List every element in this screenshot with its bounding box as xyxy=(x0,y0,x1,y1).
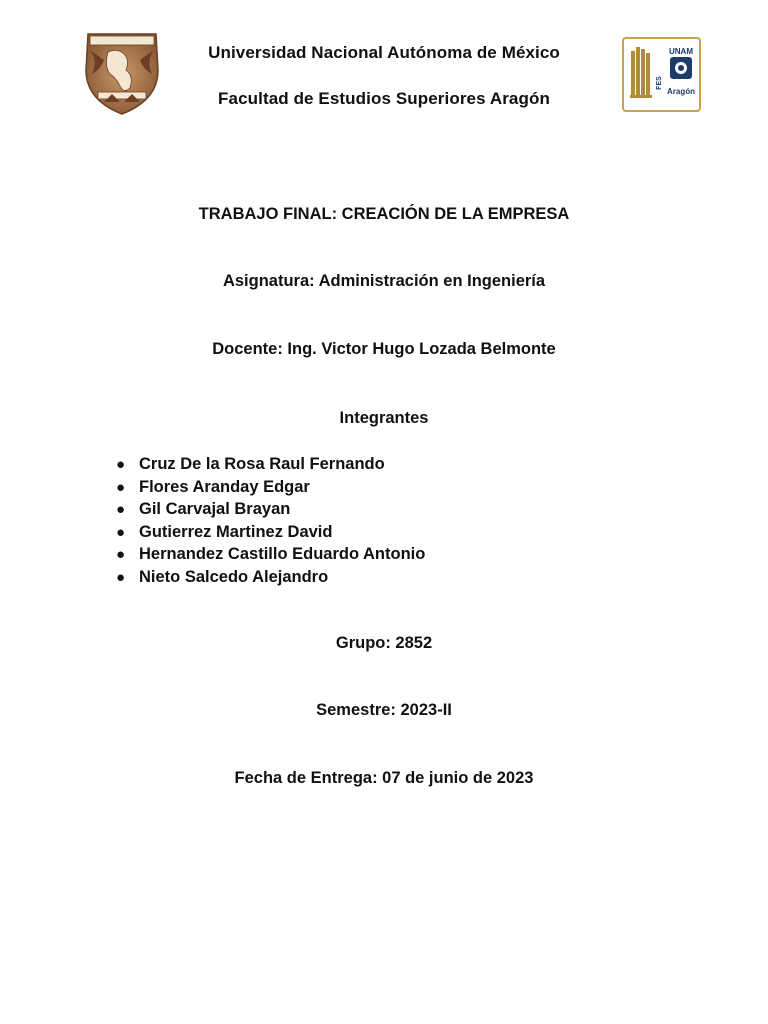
document-title: TRABAJO FINAL: CREACIÓN DE LA EMPRESA xyxy=(198,205,570,223)
bullet-icon: ● xyxy=(116,501,126,518)
member-name: Gil Carvajal Brayan xyxy=(139,500,291,518)
teacher-line: Docente: Ing. Victor Hugo Lozada Belmonte xyxy=(212,340,556,358)
member-name: Cruz De la Rosa Raul Fernando xyxy=(139,455,385,473)
member-name: Hernandez Castillo Eduardo Antonio xyxy=(139,545,426,563)
faculty-name: Facultad de Estudios Superiores Aragón xyxy=(218,89,550,108)
bullet-icon: ● xyxy=(116,546,126,563)
logo-right-text-unam: UNAM xyxy=(669,47,693,56)
semester-line: Semestre: 2023-II xyxy=(316,701,452,719)
logo-right-text-aragon: Aragón xyxy=(667,87,695,96)
list-item xyxy=(116,498,425,521)
list-item xyxy=(116,521,425,544)
members-list xyxy=(116,453,425,588)
bullet-icon: ● xyxy=(116,478,126,496)
logo-right-text-fes: FES xyxy=(656,76,663,90)
members-heading: Integrantes xyxy=(339,409,429,427)
subject-line: Asignatura: Administración en Ingeniería xyxy=(222,272,546,290)
due-date-line: Fecha de Entrega: 07 de junio de 2023 xyxy=(234,769,534,787)
list-item xyxy=(116,566,425,589)
list-item xyxy=(116,476,425,499)
member-name: Flores Aranday Edgar xyxy=(139,477,310,496)
bullet-icon: ● xyxy=(116,523,126,541)
bullet-icon: ● xyxy=(116,568,126,586)
list-item xyxy=(116,453,425,476)
member-name: Nieto Salcedo Alejandro xyxy=(139,567,329,586)
member-name: Gutierrez Martinez David xyxy=(139,522,333,541)
bullet-icon: ● xyxy=(116,456,126,473)
group-line: Grupo: 2852 xyxy=(335,634,433,652)
university-name: Universidad Nacional Autónoma de México xyxy=(208,43,560,62)
list-item xyxy=(116,543,425,566)
fes-aragon-logo xyxy=(622,37,701,112)
